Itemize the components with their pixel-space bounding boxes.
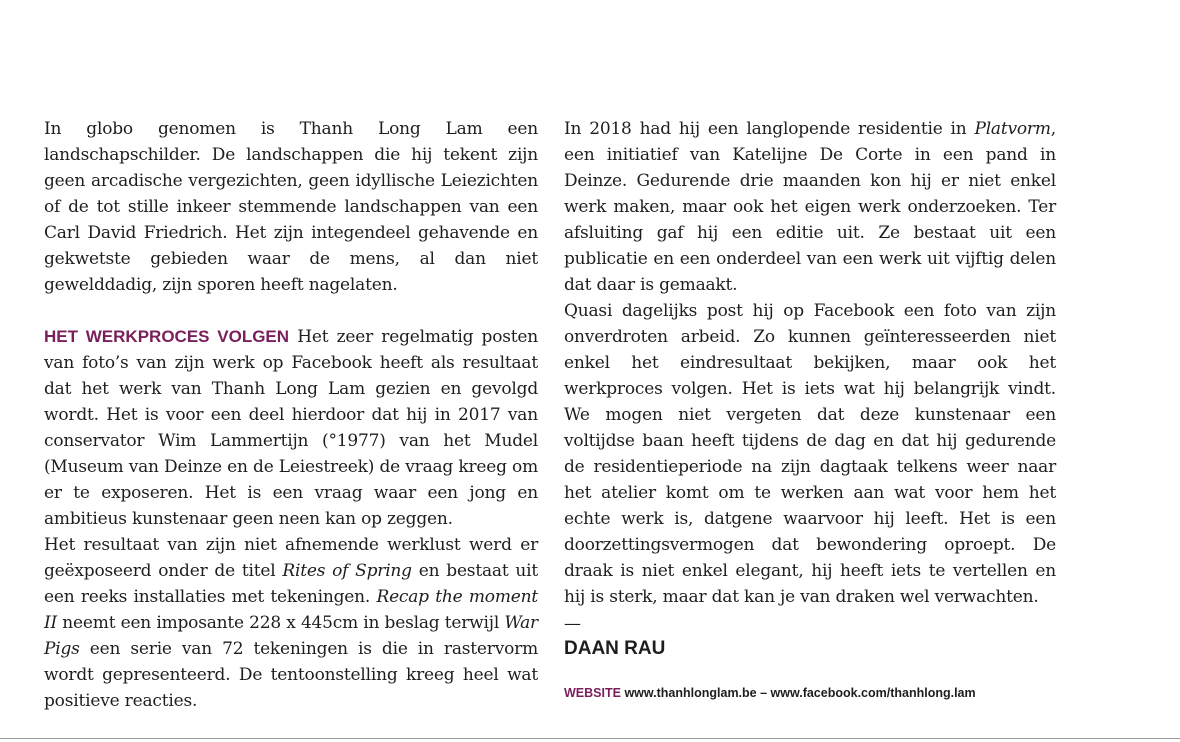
place-name: Platvorm (974, 119, 1051, 139)
paragraph-result (44, 532, 538, 714)
left-column (44, 116, 538, 714)
paragraph-text: , een initiatief van Katelijne De Corte in een pand in Deinze. Gedurende drie maanden kon hij er niet enkel werk maken, maar ook het eigen werk onderzoeken. Ter afsluiting gaf hij een editie uit. Ze bestaat uit een publicatie en een onderdeel van een werk uit vijftig delen dat daar is gemaakt. (564, 119, 1056, 295)
author-name: DAAN RAU (564, 638, 666, 659)
paragraph-text: en bestaat uit een reeks installaties met tekeningen. (44, 561, 538, 607)
paragraph-text: Het resultaat van zijn niet afnemende werklust werd er geëxposeerd onder de titel (44, 535, 538, 581)
paragraph-residentie (564, 116, 1056, 298)
paragraph-text: een serie van 72 tekeningen is die in rastervorm wordt gepresenteerd. De tentoonstelling kreeg heel wat positieve reacties. (44, 639, 538, 711)
page-bottom-rule (0, 738, 1180, 739)
work-title: Rites of Spring (282, 561, 412, 581)
paragraph-facebook: Quasi dagelijks post hij op Facebook een foto van zijn onverdroten arbeid. Zo kunnen geïnteresseerden niet enkel het eindresultaat bekijken, maar ook het werkproces volgen. Het is iets wat hij belangrijk vindt. We mogen niet vergeten dat deze kunstenaar een voltijdse baan heeft tijdens de dag en dat hij gedurende de residentieperiode na zijn dagtaak telkens weer naar het atelier komt om te werken aan wat voor hem het echte werk is, datgene waarvoor hij leeft. Het is een doorzettingsvermogen dat bewondering oproept. De draak is niet enkel elegant, hij heeft iets te vertellen en hij is sterk, maar dat kan je van draken wel verwachten. (564, 301, 1056, 607)
paragraph-text: Het zeer regelmatig posten van foto’s van zijn werk op Facebook heeft als resultaat dat het werk van Thanh Long Lam gezien en gevolgd wordt. Het is voor een deel hierdoor dat hij in 2017 van conservator Wim Lammertijn (°1977) van het Mudel (Museum van Deinze en de Leiestreek) de vraag kreeg om er te exposeren. Het is een vraag waar een jong en ambitieus kunstenaar geen neen kan op zeggen. (44, 327, 538, 529)
paragraph-text: In 2018 had hij een langlopende residentie in (564, 119, 975, 139)
right-column (564, 116, 1056, 702)
paragraph-intro: In globo genomen is Thanh Long Lam een landschapschilder. De landschappen die hij tekent zijn geen arcadische vergezichten, geen idyllische Leiezichten of de tot stille inkeer stemmende landschappen van een Carl David Friedrich. Het zijn integendeel gehavende en gekwetste gebieden waar de mens, al dan niet gewelddadig, zijn sporen heeft nagelaten. (44, 119, 538, 295)
section-lead-heading: HET WERKPROCES VOLGEN (44, 327, 290, 346)
website-label: WEBSITE (564, 686, 621, 700)
paragraph-text: neemt een imposante 228 x 445cm in beslag terwijl (57, 613, 505, 633)
work-title: War Pigs (44, 613, 538, 659)
website-line (564, 684, 1056, 702)
em-dash-divider: — (564, 614, 581, 634)
work-title: Recap the moment II (44, 587, 538, 633)
website-links[interactable]: www.thanhlonglam.be – www.facebook.com/thanhlong.lam (624, 686, 976, 700)
paragraph-werkproces (44, 324, 538, 532)
